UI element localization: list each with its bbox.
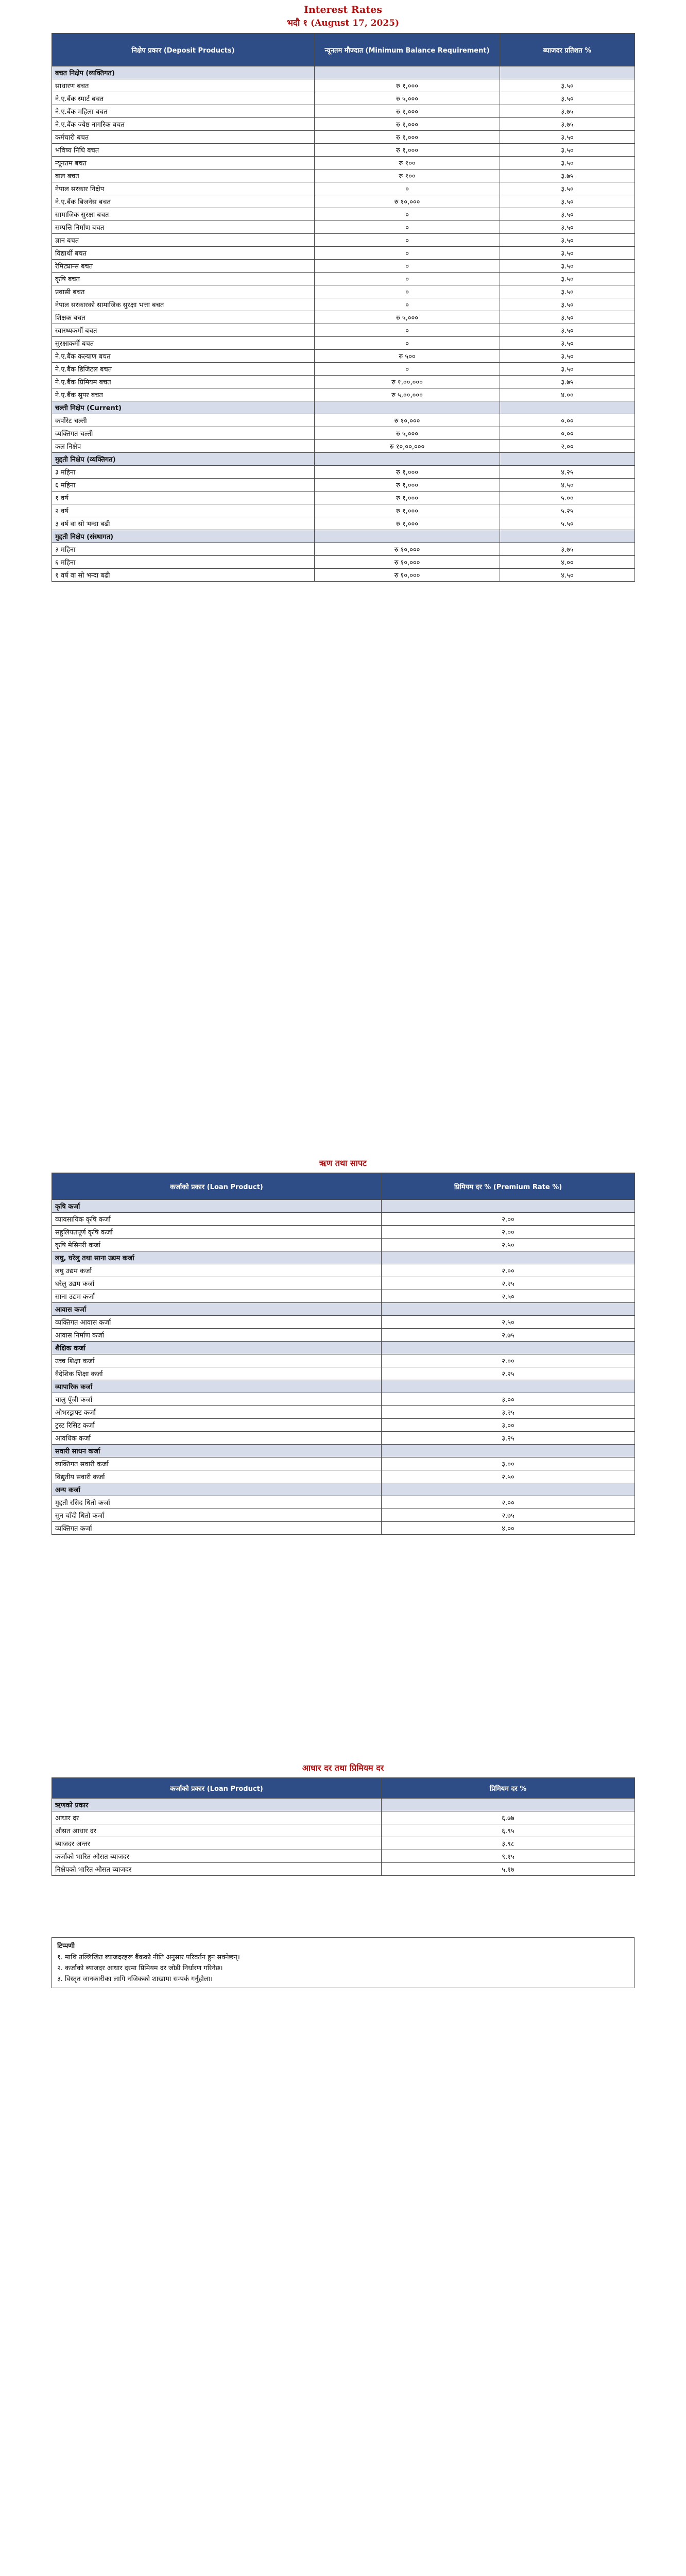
deposit-col-minimum: न्यूनतम मौज्दात (Minimum Balance Requirement) xyxy=(315,33,500,66)
table-cell: स्वास्थ्यकर्मी बचत xyxy=(52,324,315,337)
table-cell xyxy=(382,1445,635,1458)
table-cell: ६ महिना xyxy=(52,479,315,492)
table-row xyxy=(52,1264,635,1277)
table-cell xyxy=(315,453,500,466)
table-cell: सहुलियतपूर्ण कृषि कर्जा xyxy=(52,1226,382,1239)
table-row xyxy=(52,1432,635,1445)
table-cell: रु १,००० xyxy=(315,118,500,131)
table-cell: ३.०० xyxy=(382,1393,635,1406)
table-cell: चालु पूँजी कर्जा xyxy=(52,1393,382,1406)
table-cell: व्यक्तिगत चल्ती xyxy=(52,427,315,440)
table-cell: ने.ए.बैंक सुपर बचत xyxy=(52,388,315,401)
table-cell: निक्षेपको भारित औसत ब्याजदर xyxy=(52,1863,382,1876)
table-cell: ३.५० xyxy=(500,285,635,298)
table-row xyxy=(52,1239,635,1251)
table-cell: रु १,००० xyxy=(315,144,500,157)
table-row xyxy=(52,1496,635,1509)
table-cell: २.२५ xyxy=(382,1367,635,1380)
table-cell: ३.५० xyxy=(500,260,635,273)
table-cell: २.७५ xyxy=(382,1329,635,1342)
table-row xyxy=(52,1522,635,1535)
table-cell: प्रवासी बचत xyxy=(52,285,315,298)
table-cell: ४.५० xyxy=(500,479,635,492)
table-row xyxy=(52,157,635,170)
table-cell: ३.५० xyxy=(500,247,635,260)
table-cell: रु १,००,००० xyxy=(315,376,500,388)
table-row xyxy=(52,466,635,479)
deposit-col-rate: ब्याजदर प्रतिशत % xyxy=(500,33,635,66)
table-row xyxy=(52,285,635,298)
note-line: ३. विस्तृत जानकारीका लागि नजिकको शाखामा सम्पर्क गर्नुहोला। xyxy=(57,1975,213,1983)
table-row xyxy=(52,504,635,517)
table-row xyxy=(52,414,635,427)
table-cell: ३ वर्ष वा सो भन्दा बढी xyxy=(52,517,315,530)
table-row xyxy=(52,1354,635,1367)
table-cell: ३.७५ xyxy=(500,376,635,388)
table-cell: अन्य कर्जा xyxy=(52,1483,382,1496)
table-row xyxy=(52,170,635,182)
table-cell: विद्यार्थी बचत xyxy=(52,247,315,260)
table-cell xyxy=(382,1200,635,1213)
table-row xyxy=(52,1316,635,1329)
table-cell: ज्ञान बचत xyxy=(52,234,315,247)
table-cell: विद्युतीय सवारी कर्जा xyxy=(52,1470,382,1483)
table-cell: ४.०० xyxy=(500,556,635,569)
table-cell: २.०० xyxy=(500,440,635,453)
table-cell: सामाजिक सुरक्षा बचत xyxy=(52,208,315,221)
table-cell: ५.५० xyxy=(500,517,635,530)
table-cell: रु १०,००० xyxy=(315,556,500,569)
table-row xyxy=(52,1470,635,1483)
table-cell: ३ महिना xyxy=(52,543,315,556)
table-cell: ४.५० xyxy=(500,569,635,582)
table-cell: ३.०० xyxy=(382,1458,635,1470)
table-cell: कृषि कर्जा xyxy=(52,1200,382,1213)
table-row xyxy=(52,131,635,144)
table-cell xyxy=(382,1799,635,1811)
table-section-row xyxy=(52,453,635,466)
table-cell: ओभरड्राफ्ट कर्जा xyxy=(52,1406,382,1419)
table-row xyxy=(52,440,635,453)
table-row xyxy=(52,492,635,504)
table-cell: ३.५० xyxy=(500,273,635,285)
table-row xyxy=(52,1213,635,1226)
table-cell: साना उद्यम कर्जा xyxy=(52,1290,382,1303)
table-cell: २.५० xyxy=(382,1290,635,1303)
table-cell: रु १०,००० xyxy=(315,195,500,208)
table-cell: ३.५० xyxy=(500,311,635,324)
table-cell xyxy=(382,1342,635,1354)
table-cell: रेमिट्यान्स बचत xyxy=(52,260,315,273)
table-row xyxy=(52,1367,635,1380)
notes-title: टिप्पणी xyxy=(57,1942,75,1950)
rate-col-product: कर्जाको प्रकार (Loan Product) xyxy=(52,1778,382,1799)
table-row xyxy=(52,234,635,247)
table-row xyxy=(52,1290,635,1303)
table-row xyxy=(52,363,635,376)
table-row xyxy=(52,1406,635,1419)
table-section-row xyxy=(52,66,635,79)
deposit-col-product: निक्षेप प्रकार (Deposit Products) xyxy=(52,33,315,66)
table-cell: ने.ए.बैंक स्मार्ट बचत xyxy=(52,92,315,105)
table-cell: ०.०० xyxy=(500,414,635,427)
deposit-rates-table xyxy=(52,33,635,582)
table-cell: ५.२५ xyxy=(500,504,635,517)
table-section-row xyxy=(52,1303,635,1316)
table-cell: रु १,००० xyxy=(315,466,500,479)
table-cell: औसत आधार दर xyxy=(52,1824,382,1837)
table-cell: व्यक्तिगत आवास कर्जा xyxy=(52,1316,382,1329)
table-cell: ३.५० xyxy=(500,157,635,170)
table-cell: न्यूनतम बचत xyxy=(52,157,315,170)
table-cell: रु १०,००,००० xyxy=(315,440,500,453)
table-cell: ० xyxy=(315,363,500,376)
table-cell: रु १,००० xyxy=(315,105,500,118)
table-row xyxy=(52,427,635,440)
table-cell: रु १,००० xyxy=(315,79,500,92)
table-cell: ४.२५ xyxy=(500,466,635,479)
table-row xyxy=(52,543,635,556)
table-cell: नेपाल सरकारको सामाजिक सुरक्षा भत्ता बचत xyxy=(52,298,315,311)
table-cell: ०.०० xyxy=(500,427,635,440)
table-row xyxy=(52,298,635,311)
table-section-row xyxy=(52,401,635,414)
table-cell: कल निक्षेप xyxy=(52,440,315,453)
table-row xyxy=(52,324,635,337)
table-cell: उच्च शिक्षा कर्जा xyxy=(52,1354,382,1367)
table-cell: ३.५० xyxy=(500,363,635,376)
table-cell xyxy=(500,453,635,466)
table-row xyxy=(52,517,635,530)
table-row xyxy=(52,376,635,388)
table-row xyxy=(52,92,635,105)
table-cell xyxy=(315,401,500,414)
table-row xyxy=(52,79,635,92)
table-cell: २.०० xyxy=(382,1226,635,1239)
table-cell: सवारी साधन कर्जा xyxy=(52,1445,382,1458)
table-cell: ० xyxy=(315,260,500,273)
table-cell: लघु उद्यम कर्जा xyxy=(52,1264,382,1277)
table-row xyxy=(52,1419,635,1432)
table-cell: ने.ए.बैंक बिजनेस बचत xyxy=(52,195,315,208)
table-cell: ३.२५ xyxy=(382,1432,635,1445)
table-cell: ३.०० xyxy=(382,1419,635,1432)
table-cell: रु १०० xyxy=(315,157,500,170)
table-cell: १ वर्ष वा सो भन्दा बढी xyxy=(52,569,315,582)
table-cell: मुद्दती निक्षेप (व्यक्तिगत) xyxy=(52,453,315,466)
table-row xyxy=(52,388,635,401)
table-cell: रु १०,००० xyxy=(315,569,500,582)
table-row xyxy=(52,1850,635,1863)
table-cell: कृषि बचत xyxy=(52,273,315,285)
table-row xyxy=(52,1226,635,1239)
table-row xyxy=(52,1277,635,1290)
table-cell: वैदेशिक शिक्षा कर्जा xyxy=(52,1367,382,1380)
table-cell: ३.५० xyxy=(500,131,635,144)
table-row xyxy=(52,350,635,363)
table-cell xyxy=(315,66,500,79)
table-cell: घरेलु उद्यम कर्जा xyxy=(52,1277,382,1290)
table-cell xyxy=(500,401,635,414)
table-cell: ० xyxy=(315,324,500,337)
table-row xyxy=(52,1863,635,1876)
table-cell: ० xyxy=(315,208,500,221)
table-cell: ० xyxy=(315,285,500,298)
table-row xyxy=(52,208,635,221)
table-row xyxy=(52,556,635,569)
table-row xyxy=(52,1329,635,1342)
table-cell: २.७५ xyxy=(382,1509,635,1522)
table-row xyxy=(52,221,635,234)
table-cell: ३.५० xyxy=(500,337,635,350)
table-cell: २.५० xyxy=(382,1316,635,1329)
table-cell: २.५० xyxy=(382,1239,635,1251)
table-section-row xyxy=(52,1251,635,1264)
table-row xyxy=(52,247,635,260)
table-cell: ३.७५ xyxy=(500,543,635,556)
table-cell: २.०० xyxy=(382,1213,635,1226)
table-cell xyxy=(382,1251,635,1264)
table-cell: रु १,००० xyxy=(315,131,500,144)
note-line: २. कर्जाको ब्याजदर आधार दरमा प्रिमियम दर जोडी निर्धारण गरिनेछ। xyxy=(57,1964,223,1972)
loan-col-premium: प्रिमियम दर % (Premium Rate %) xyxy=(382,1173,635,1200)
table-cell: साधारण बचत xyxy=(52,79,315,92)
table-cell: ० xyxy=(315,298,500,311)
table-cell: ३.७५ xyxy=(500,170,635,182)
table-cell: व्यापारिक कर्जा xyxy=(52,1380,382,1393)
table-cell: बचत निक्षेप (व्यक्तिगत) xyxy=(52,66,315,79)
table-cell: नेपाल सरकार निक्षेप xyxy=(52,182,315,195)
table-cell: कर्मचारी बचत xyxy=(52,131,315,144)
table-cell: चल्ती निक्षेप (Current) xyxy=(52,401,315,414)
table-cell xyxy=(382,1483,635,1496)
table-row xyxy=(52,311,635,324)
table-cell: आवधिक कर्जा xyxy=(52,1432,382,1445)
table-cell: कर्पोरेट चल्ती xyxy=(52,414,315,427)
table-cell: ३.९८ xyxy=(382,1837,635,1850)
table-cell xyxy=(382,1380,635,1393)
table-row xyxy=(52,1509,635,1522)
table-cell: ने.ए.बैंक डिजिटल बचत xyxy=(52,363,315,376)
table-row xyxy=(52,1837,635,1850)
table-cell: रु १,००० xyxy=(315,479,500,492)
table-row xyxy=(52,105,635,118)
table-row xyxy=(52,1393,635,1406)
table-cell: लघु, घरेलु तथा साना उद्यम कर्जा xyxy=(52,1251,382,1264)
table-cell: सुन चाँदी धितो कर्जा xyxy=(52,1509,382,1522)
table-row xyxy=(52,273,635,285)
table-cell: ३.५० xyxy=(500,221,635,234)
table-cell: ३.५० xyxy=(500,324,635,337)
table-cell: ० xyxy=(315,234,500,247)
rate-section-heading: आधार दर तथा प्रिमियम दर xyxy=(302,1763,384,1773)
table-cell: रु १०,००० xyxy=(315,543,500,556)
table-section-row xyxy=(52,1200,635,1213)
page-title: Interest Rates xyxy=(304,4,382,15)
table-cell: ३.५० xyxy=(500,234,635,247)
table-cell: व्यक्तिगत सवारी कर्जा xyxy=(52,1458,382,1470)
table-cell: ट्रस्ट रिसिट कर्जा xyxy=(52,1419,382,1432)
table-cell: २.५० xyxy=(382,1470,635,1483)
table-cell: ब्याजदर अन्तर xyxy=(52,1837,382,1850)
table-section-row xyxy=(52,530,635,543)
table-cell: ९.१५ xyxy=(382,1850,635,1863)
rate-col-premium: प्रिमियम दर % xyxy=(382,1778,635,1799)
table-cell: मुद्दती निक्षेप (संस्थागत) xyxy=(52,530,315,543)
table-cell: २ वर्ष xyxy=(52,504,315,517)
table-cell: ने.ए.बैंक कल्याण बचत xyxy=(52,350,315,363)
table-cell: कर्जाको भारित औसत ब्याजदर xyxy=(52,1850,382,1863)
table-cell xyxy=(382,1303,635,1316)
table-cell: १ वर्ष xyxy=(52,492,315,504)
table-cell: ३.५० xyxy=(500,195,635,208)
table-cell: २.०० xyxy=(382,1496,635,1509)
page-header xyxy=(0,4,686,28)
table-cell: रु ५०० xyxy=(315,350,500,363)
table-cell xyxy=(315,530,500,543)
table-row xyxy=(52,260,635,273)
table-cell: ४.०० xyxy=(382,1522,635,1535)
base-rate-table xyxy=(52,1777,635,1876)
table-cell: रु ५,००० xyxy=(315,427,500,440)
table-cell: ० xyxy=(315,182,500,195)
table-cell: ३.७५ xyxy=(500,118,635,131)
page-subtitle: भदौ १ (August 17, 2025) xyxy=(286,18,400,28)
table-cell: ने.ए.बैंक महिला बचत xyxy=(52,105,315,118)
table-cell: आधार दर xyxy=(52,1811,382,1824)
table-cell: ३.५० xyxy=(500,350,635,363)
table-cell: व्यावसायिक कृषि कर्जा xyxy=(52,1213,382,1226)
table-section-row xyxy=(52,1342,635,1354)
table-cell: ५.०० xyxy=(500,492,635,504)
table-cell: रु ५,००,००० xyxy=(315,388,500,401)
table-cell: २.०० xyxy=(382,1354,635,1367)
table-cell: ० xyxy=(315,337,500,350)
table-cell: रु १,००० xyxy=(315,517,500,530)
table-cell: मुद्दती रसिद धितो कर्जा xyxy=(52,1496,382,1509)
table-cell: ३.५० xyxy=(500,92,635,105)
loan-premium-table xyxy=(52,1173,635,1535)
table-cell: ३.५० xyxy=(500,298,635,311)
notes-box xyxy=(52,1937,634,1988)
table-cell: ३ महिना xyxy=(52,466,315,479)
table-cell: ने.ए.बैंक ज्येष्ठ नागरिक बचत xyxy=(52,118,315,131)
table-cell: रु १,००० xyxy=(315,492,500,504)
table-cell: ३.७५ xyxy=(500,105,635,118)
table-cell: ० xyxy=(315,273,500,285)
table-cell: रु १,००० xyxy=(315,504,500,517)
note-line: १. माथि उल्लिखित ब्याजदरहरू बैंकको नीति अनुसार परिवर्तन हुन सक्नेछन्। xyxy=(57,1954,240,1961)
table-cell: ३.२५ xyxy=(382,1406,635,1419)
table-cell: रु ५,००० xyxy=(315,311,500,324)
table-cell: ५.१७ xyxy=(382,1863,635,1876)
table-cell: ३.५० xyxy=(500,208,635,221)
table-cell: ऋणको प्रकार xyxy=(52,1799,382,1811)
table-cell: शिक्षक बचत xyxy=(52,311,315,324)
table-cell: ३.५० xyxy=(500,144,635,157)
table-row xyxy=(52,569,635,582)
table-row xyxy=(52,195,635,208)
table-row xyxy=(52,144,635,157)
table-cell: ६.७७ xyxy=(382,1811,635,1824)
table-cell: ने.ए.बैंक प्रिमियम बचत xyxy=(52,376,315,388)
table-cell: सम्पत्ति निर्माण बचत xyxy=(52,221,315,234)
table-cell: ० xyxy=(315,221,500,234)
table-cell: आवास निर्माण कर्जा xyxy=(52,1329,382,1342)
table-cell: २.२५ xyxy=(382,1277,635,1290)
table-section-row xyxy=(52,1799,635,1811)
table-cell: रु ५,००० xyxy=(315,92,500,105)
table-row xyxy=(52,182,635,195)
loan-col-product: कर्जाको प्रकार (Loan Product) xyxy=(52,1173,382,1200)
table-cell: कृषि मेसिनरी कर्जा xyxy=(52,1239,382,1251)
table-cell: आवास कर्जा xyxy=(52,1303,382,1316)
table-row xyxy=(52,1811,635,1824)
table-row xyxy=(52,337,635,350)
table-cell xyxy=(500,530,635,543)
table-cell: ६.९५ xyxy=(382,1824,635,1837)
table-cell: ३.५० xyxy=(500,79,635,92)
table-row xyxy=(52,1824,635,1837)
table-cell: ६ महिना xyxy=(52,556,315,569)
table-section-row xyxy=(52,1445,635,1458)
table-section-row xyxy=(52,1483,635,1496)
table-row xyxy=(52,118,635,131)
table-row xyxy=(52,1458,635,1470)
table-cell xyxy=(500,66,635,79)
table-cell: बाल बचत xyxy=(52,170,315,182)
table-cell: शैक्षिक कर्जा xyxy=(52,1342,382,1354)
table-cell: ४.०० xyxy=(500,388,635,401)
table-row xyxy=(52,479,635,492)
table-cell: रु १०,००० xyxy=(315,414,500,427)
table-cell: रु १०० xyxy=(315,170,500,182)
table-cell: २.०० xyxy=(382,1264,635,1277)
table-cell: सुरक्षाकर्मी बचत xyxy=(52,337,315,350)
table-cell: ० xyxy=(315,247,500,260)
table-section-row xyxy=(52,1380,635,1393)
table-cell: व्यक्तिगत कर्जा xyxy=(52,1522,382,1535)
loan-section-heading: ऋण तथा सापट xyxy=(319,1158,367,1168)
table-cell: भविष्य निधि बचत xyxy=(52,144,315,157)
table-cell: ३.५० xyxy=(500,182,635,195)
